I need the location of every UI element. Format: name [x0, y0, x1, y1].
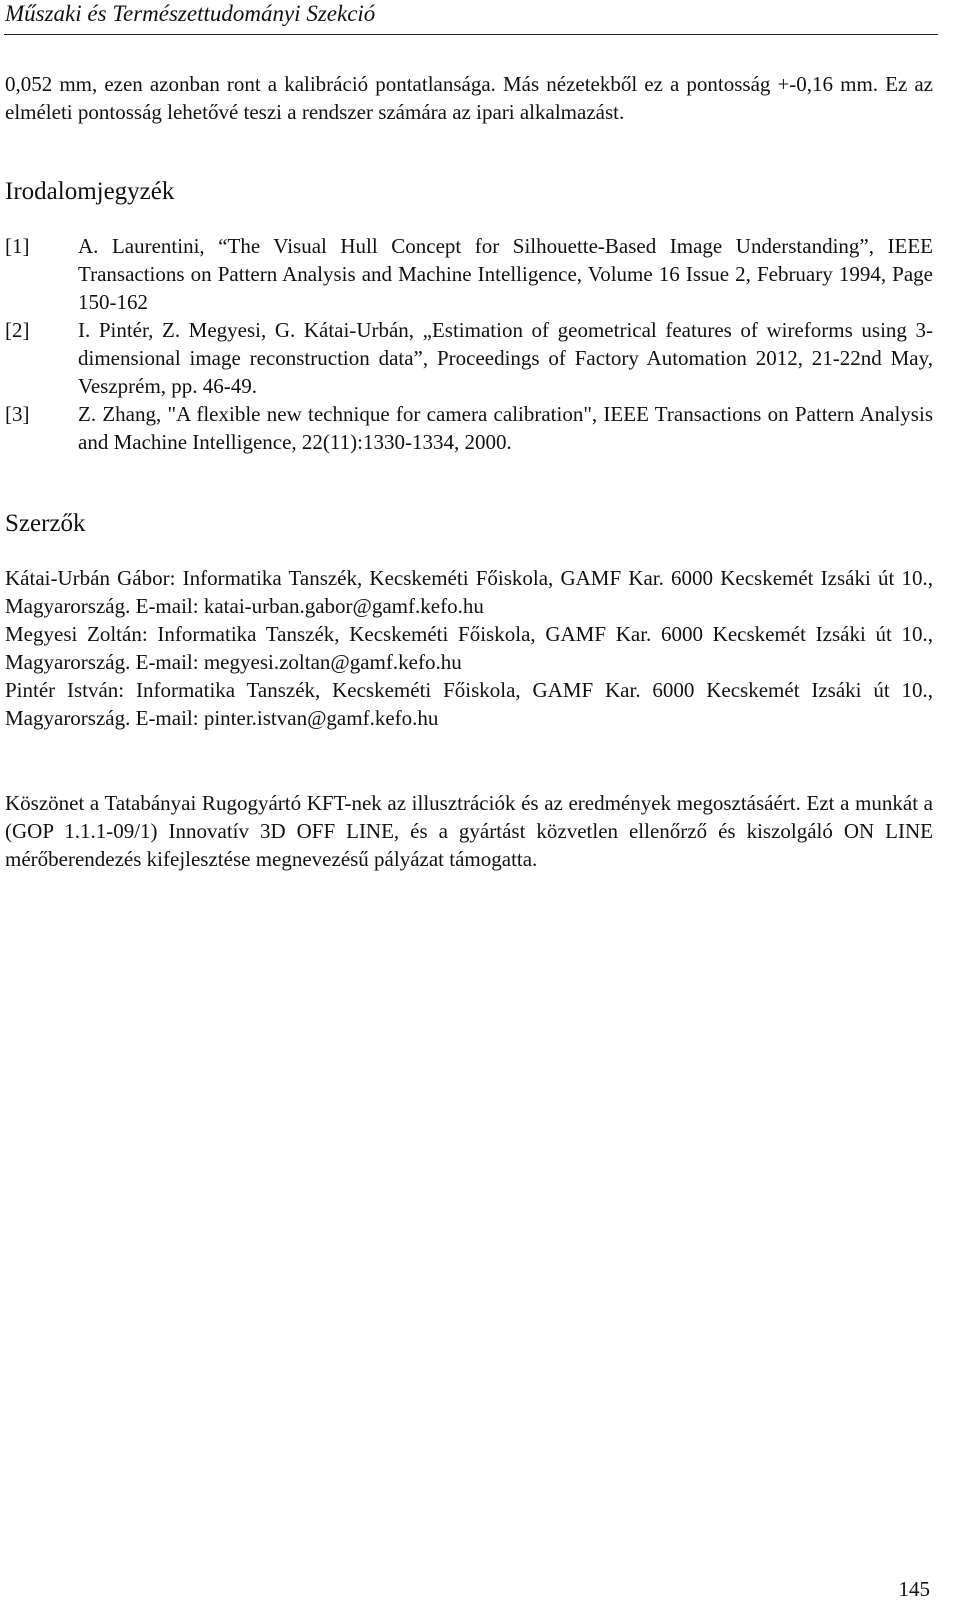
- reference-text: I. Pintér, Z. Megyesi, G. Kátai-Urbán, „Estimation of geometrical features of wireforms using 3-dimensional image reconstruction data”, Proceedings of Factory Automation 2012, 21-22nd May, Veszprém, pp. 46-49.: [78, 318, 933, 398]
- author-entry-katai-urban: Kátai-Urbán Gábor: Informatika Tanszék, Kecskeméti Főiskola, GAMF Kar. 6000 Kecskemét Izsáki út 10., Magyarország. E-mail: katai-urban.gabor@gamf.kefo.hu: [5, 566, 933, 618]
- reference-text: Z. Zhang, "A flexible new technique for camera calibration", IEEE Transactions on Pattern Analysis and Machine Intelligence, 22(11):1330-1334, 2000.: [78, 402, 933, 454]
- reference-number: [2]: [5, 318, 30, 342]
- header-divider: [4, 34, 938, 35]
- intro-paragraph: 0,052 mm, ezen azonban ront a kalibráció pontatlansága. Más nézetekből ez a pontosság +-0,16 mm. Ez az elméleti pontosság lehetővé teszi a rendszer számára az ipari alkalmazást.: [5, 72, 933, 124]
- page-number: 145: [898, 1577, 930, 1601]
- references-heading: Irodalomjegyzék: [5, 178, 175, 205]
- reference-item-3: [5, 400, 933, 456]
- author-entry-megyesi: Megyesi Zoltán: Informatika Tanszék, Kecskeméti Főiskola, GAMF Kar. 6000 Kecskemét Izsáki út 10., Magyarország. E-mail: megyesi.zoltan@gamf.kefo.hu: [5, 622, 933, 674]
- authors-heading: Szerzők: [5, 510, 86, 537]
- reference-text: A. Laurentini, “The Visual Hull Concept for Silhouette-Based Image Understanding”, IEEE Transactions on Pattern Analysis and Machine Intelligence, Volume 16 Issue 2, February 1994, Page 150-162: [78, 234, 933, 314]
- references-list: [5, 232, 933, 456]
- running-header: Műszaki és Természettudományi Szekció: [5, 1, 376, 26]
- reference-item-2: [5, 316, 933, 400]
- reference-number: [3]: [5, 402, 30, 426]
- authors-section: [5, 564, 933, 732]
- reference-number: [1]: [5, 234, 30, 258]
- acknowledgement-paragraph: Köszönet a Tatabányai Rugogyártó KFT-nek az illusztrációk és az eredmények megosztásáért. Ezt a munkát a (GOP 1.1.1-09/1) Innovatív 3D OFF LINE, és a gyártást közvetlen ellenőrző és kiszolgáló ON LINE mérőberendezés kifejlesztése megnevezésű pályázat támogatta.: [5, 791, 933, 871]
- reference-item-1: [5, 232, 933, 316]
- author-entry-pinter: Pintér István: Informatika Tanszék, Kecskeméti Főiskola, GAMF Kar. 6000 Kecskemét Izsáki út 10., Magyarország. E-mail: pinter.istvan@gamf.kefo.hu: [5, 678, 933, 730]
